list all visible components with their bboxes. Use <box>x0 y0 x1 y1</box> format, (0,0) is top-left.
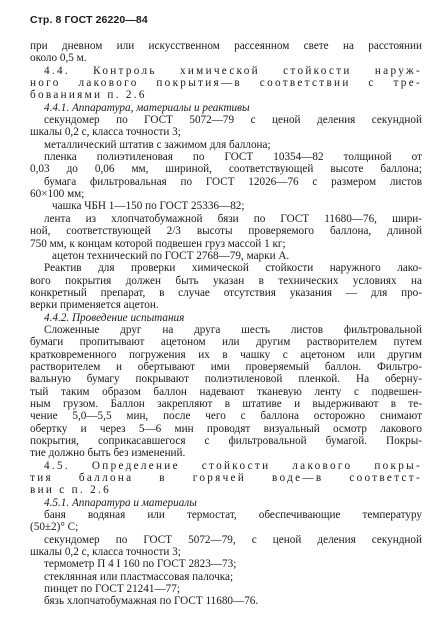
text-line: пленка полиэтиленовая по ГОСТ 10354—82 толщиной от <box>44 151 422 164</box>
text-line: вальную бумагу покрывают полиэтиленовой пленкой. На оберну- <box>30 373 422 386</box>
text-line: шкалы 0,2 с, класса точности 3; <box>30 126 181 139</box>
text-line: термометр П 4 I 160 по ГОСТ 2823—73; <box>44 558 237 571</box>
text-line: секундомер по ГОСТ 5072—79 с ценой деления секундной <box>44 114 422 127</box>
text-line: покрытия, соприкасавшегося с фильтровальной бумагой. Покры- <box>30 435 422 447</box>
text-line: бязь хлопчатобумажная по ГОСТ 11680—76. <box>44 595 259 608</box>
text-line: бумага фильтровальная по ГОСТ 12026—76 с размером листов <box>44 175 422 188</box>
section-heading: вии с п. 2.6 <box>30 484 111 497</box>
page-number: Стр. 8 <box>30 14 62 26</box>
document-body <box>30 40 422 608</box>
subsection-heading: 4.5.1. Аппаратура и материалы <box>44 496 197 509</box>
text-line: пинцет по ГОСТ 21241—77; <box>44 583 180 596</box>
text-line: тие должно быть без изменений. <box>30 447 186 460</box>
section-heading: 4.5. Определение стойкости лакового покры- <box>44 459 422 472</box>
text-line: кратковременного погружения их в чашку с ацетоном или другим <box>30 348 422 361</box>
text-line: ной, соответствующей 2/3 высоты проверяемого баллона, длиной <box>30 225 422 238</box>
text-line: тый таким образом баллон надевают тканевую ленту с подвешен- <box>30 385 422 398</box>
text-line: металлический штатив с зажимом для баллона; <box>44 138 271 151</box>
text-line: баня водяная или термостат, обеспечивающие температуру <box>44 509 422 522</box>
text-line: бумаги пропитывают ацетоном или другим растворителем путем <box>30 336 422 349</box>
subsection-heading: 4.4.2. Проведение испытания <box>44 311 185 324</box>
text-line: секундомер по ГОСТ 5072—79, с ценой деления секундной <box>44 533 422 546</box>
text-line: обертку и через 5—6 мин проводят визуальный осмотр лакового <box>30 422 422 435</box>
text-line: Реактив для проверки химической стойкости наружного лако- <box>44 262 422 275</box>
text-line: шкалы 0,2 с, класса точности 3; <box>30 546 181 559</box>
text-line: верки применяется ацетон. <box>30 299 159 312</box>
text-line: Сложенные друг на друга шесть листов фильтровальной <box>44 323 422 336</box>
text-line: ацетон технический по ГОСТ 2768—79, марки А. <box>52 249 290 262</box>
subsection-heading: 4.4.1. Аппаратура, материалы и реактивы <box>44 101 250 114</box>
section-heading: бованиями п. 2.6 <box>30 89 147 102</box>
text-line: около 0,5 м. <box>30 52 87 65</box>
text-line: конкретный препарат, в случае отсутствия указания — для про- <box>30 286 422 299</box>
text-line: 0,03 до 0,06 мм, шириной, соответствующей высоте баллона; <box>30 163 422 176</box>
text-line: стеклянная или пластмассовая палочка; <box>44 570 234 583</box>
section-heading: 4.4. Контроль химической стойкости наруж- <box>44 64 422 77</box>
section-heading: тия баллона в горячей воде—в соответст- <box>30 472 422 485</box>
text-line: лента из хлопчатобумажной бязи по ГОСТ 11680—76, шири- <box>44 212 422 225</box>
text-line: вого покрытия должен быть указан в технических условиях на <box>30 274 422 287</box>
text-line: 60×100 мм; <box>30 188 85 201</box>
text-line: при дневном или искусственном рассеянном свете на расстоянии <box>30 40 422 52</box>
text-line: чашка ЧБН 1—150 по ГОСТ 25336—82; <box>52 200 245 213</box>
text-line: (50±2)° С; <box>30 521 79 534</box>
standard-code: ГОСТ 26220—84 <box>64 14 148 26</box>
text-line: 750 мм, к концам которой подвешен груз массой 1 кг; <box>30 237 286 250</box>
section-heading: ного лакового покрытия—в соответствии с тре- <box>30 77 422 90</box>
text-line: ным грузом. Баллон закрепляют в штативе и выдерживают в те- <box>30 397 422 410</box>
text-line: чение 5,0—5,5 мин, после чего с баллона осторожно снимают <box>30 410 422 423</box>
page-header <box>30 14 148 26</box>
text-line: растворителем и обертывают ими проверяемый баллон. Фильтро- <box>30 360 422 373</box>
